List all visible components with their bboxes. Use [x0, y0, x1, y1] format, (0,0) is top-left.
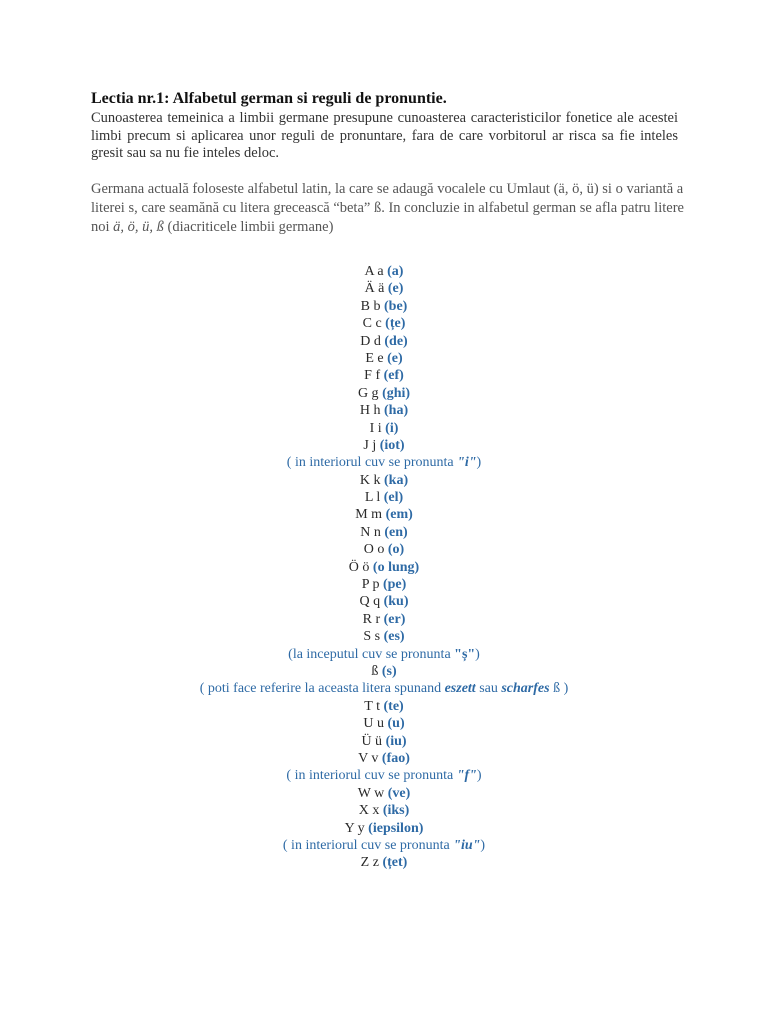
- alphabet-row: [0, 263, 768, 280]
- alphabet-row: [0, 385, 768, 402]
- pronunciation-note: [0, 837, 768, 854]
- pronunciation-note: [0, 680, 768, 697]
- alphabet-row: [0, 524, 768, 541]
- pronunciation: (țet): [382, 855, 408, 871]
- pronunciation: (iepsilon): [368, 820, 424, 836]
- letter-pair: F f: [364, 368, 381, 384]
- letter-pair: M m: [355, 507, 383, 523]
- letter-pair: Ä ä: [364, 281, 385, 297]
- letter-pair: W w: [357, 785, 385, 801]
- letter-pair: P p: [361, 577, 380, 593]
- paragraph-text: Germana actuală foloseste alfabetul latin, la care se adaugă vocalele cu Umlaut (ä, ö, ü) si o variantă a literei s, care seamănă cu litera grecească “beta” ß. In concluzie in alfabetul german se afla patru litere noi: [91, 181, 684, 235]
- pronunciation: (er): [383, 611, 406, 627]
- pronunciation: (e): [387, 281, 404, 297]
- pronunciation: (en): [384, 524, 408, 540]
- letter-pair: A a: [364, 264, 384, 279]
- alphabet-row: [0, 663, 768, 680]
- pronunciation: (ku): [383, 594, 409, 610]
- letter-pair: E e: [365, 350, 384, 366]
- alphabet-row: [0, 750, 768, 767]
- letter-pair: U u: [363, 716, 384, 732]
- note-text: ): [476, 768, 482, 784]
- note-emphasis: "iu": [453, 837, 481, 853]
- letter-pair: I i: [369, 420, 382, 436]
- letter-pair: Ü ü: [361, 733, 383, 749]
- pronunciation: (em): [385, 507, 413, 523]
- alphabet-row: [0, 698, 768, 715]
- pronunciation: (o): [387, 542, 405, 558]
- letter-pair: D d: [360, 333, 381, 349]
- note-text: ( poti face referire la aceasta litera spunand: [199, 681, 445, 697]
- pronunciation: (ha): [384, 403, 409, 419]
- alphabet-row: [0, 593, 768, 610]
- letter-pair: ß: [371, 663, 379, 679]
- letter-pair: L l: [364, 490, 381, 506]
- alphabet-row: [0, 559, 768, 576]
- alphabet-row: [0, 280, 768, 297]
- alphabet-row: [0, 628, 768, 645]
- alphabet-row: [0, 472, 768, 489]
- pronunciation: (o lung): [372, 559, 420, 575]
- note-emphasis: "f": [456, 768, 477, 784]
- pronunciation: (pe): [382, 577, 407, 593]
- pronunciation: (u): [387, 716, 405, 732]
- alphabet-intro-paragraph: [91, 180, 686, 237]
- letter-pair: Q q: [359, 594, 381, 610]
- alphabet-row: [0, 333, 768, 350]
- letter-pair: B b: [360, 298, 381, 314]
- letter-pair: O o: [363, 542, 385, 558]
- alphabet-row: [0, 489, 768, 506]
- alphabet-row: [0, 715, 768, 732]
- paragraph-tail: (diacriticele limbii germane): [163, 219, 334, 235]
- pronunciation: (es): [383, 629, 405, 645]
- intro-paragraph: Cunoasterea temeinica a limbii germane presupune cunoasterea caracteristicilor fonetice ale acestei limbi precum si aplicarea unor reguli de pronuntare, fara de care vorbitorul ar risca sa fie inteles gresit sau sa nu fie inteles deloc.: [91, 110, 678, 161]
- pronunciation: (e): [387, 350, 403, 366]
- letter-pair: Y y: [344, 820, 365, 836]
- letter-pair: S s: [363, 629, 381, 645]
- pronunciation-note: [0, 646, 768, 663]
- alphabet-row: [0, 854, 768, 871]
- alphabet-row: [0, 402, 768, 419]
- pronunciation: (iks): [382, 803, 410, 819]
- alphabet-row: [0, 733, 768, 750]
- pronunciation: (ka): [384, 472, 409, 488]
- note-text: ( in interiorul cuv se pronunta: [282, 837, 454, 853]
- pronunciation: (i): [385, 420, 399, 436]
- note-text: ): [475, 646, 480, 662]
- pronunciation: (fao): [381, 750, 410, 766]
- pronunciation: (a): [387, 264, 404, 279]
- note-text: ): [480, 837, 486, 853]
- pronunciation: (iu): [385, 733, 407, 749]
- note-emphasis: "i": [457, 455, 477, 471]
- alphabet-row: [0, 298, 768, 315]
- letter-pair: V v: [358, 750, 379, 766]
- letter-pair: C c: [362, 316, 382, 332]
- lesson-title: Lectia nr.1: Alfabetul german si reguli de pronuntie.: [91, 90, 447, 107]
- pronunciation-note: [0, 454, 768, 471]
- alphabet-row: [0, 506, 768, 523]
- alphabet-row: [0, 576, 768, 593]
- note-emphasis: eszett: [444, 681, 476, 697]
- alphabet-row: [0, 785, 768, 802]
- note-text: ( in interiorul cuv se pronunta: [286, 768, 457, 784]
- note-emphasis: scharfes: [501, 681, 550, 697]
- letter-pair: Ö ö: [348, 559, 370, 575]
- letter-pair: G g: [357, 385, 379, 401]
- alphabet-row: [0, 315, 768, 332]
- letter-pair: K k: [359, 472, 381, 488]
- pronunciation: (țe): [385, 316, 406, 332]
- pronunciation: (de): [384, 333, 408, 349]
- note-text: ): [476, 455, 482, 471]
- pronunciation: (ef): [383, 368, 404, 384]
- pronunciation-note: [0, 767, 768, 784]
- letter-pair: Z z: [360, 855, 379, 871]
- letter-pair: X x: [358, 803, 380, 819]
- alphabet-row: [0, 367, 768, 384]
- pronunciation: (s): [381, 663, 397, 679]
- pronunciation: (el): [383, 490, 404, 506]
- letter-pair: N n: [360, 524, 381, 540]
- alphabet-row: [0, 437, 768, 454]
- alphabet-list: [0, 263, 768, 872]
- pronunciation: (ve): [387, 785, 411, 801]
- pronunciation: (ghi): [382, 385, 411, 401]
- note-text: ß ): [549, 681, 569, 697]
- note-text: ( in interiorul cuv se pronunta: [286, 455, 458, 471]
- letter-pair: R r: [362, 611, 381, 627]
- alphabet-row: [0, 611, 768, 628]
- letter-pair: J j: [363, 437, 377, 453]
- note-text: sau: [475, 681, 502, 697]
- alphabet-row: [0, 802, 768, 819]
- alphabet-row: [0, 420, 768, 437]
- note-text: (la inceputul cuv se pronunta: [288, 646, 455, 662]
- pronunciation: (be): [384, 298, 408, 314]
- alphabet-row: [0, 541, 768, 558]
- letter-pair: H h: [359, 403, 381, 419]
- alphabet-row: [0, 820, 768, 837]
- pronunciation: (te): [383, 698, 404, 714]
- new-letters: ä, ö, ü, ß: [113, 219, 164, 235]
- alphabet-row: [0, 350, 768, 367]
- note-emphasis: "ș": [454, 646, 476, 662]
- pronunciation: (iot): [379, 437, 405, 453]
- letter-pair: T t: [364, 698, 380, 714]
